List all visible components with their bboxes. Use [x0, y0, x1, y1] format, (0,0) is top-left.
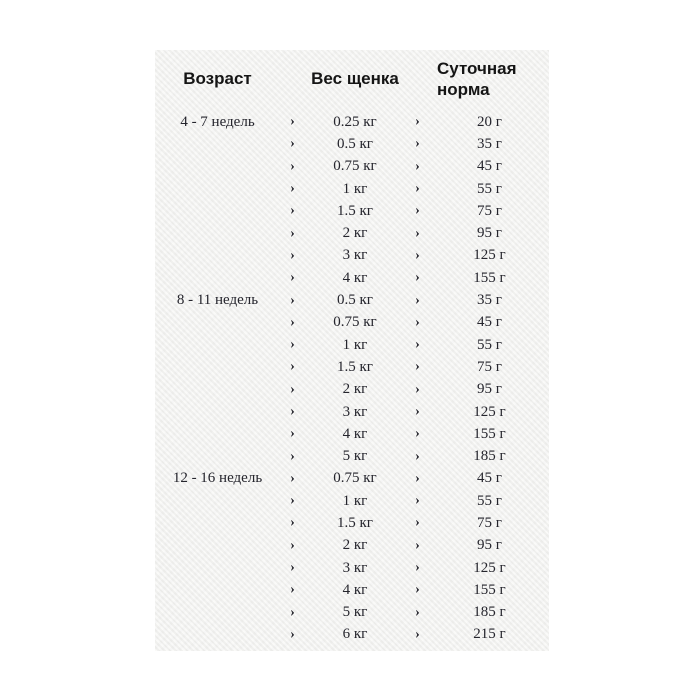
table-row [155, 356, 549, 378]
table-row [155, 490, 549, 512]
weight-cell: 4 кг [342, 581, 368, 598]
arrow-icon: › [290, 337, 295, 353]
arrow-icon: › [290, 582, 295, 598]
arrow-icon: › [415, 515, 420, 531]
norm-cell: 125 г [473, 403, 506, 420]
table-row [155, 312, 549, 334]
table-row [155, 334, 549, 356]
weight-cell: 1 кг [342, 180, 368, 197]
table-body [155, 111, 549, 646]
arrow-icon: › [290, 181, 295, 197]
arrow-icon: › [415, 337, 420, 353]
weight-cell: 0.25 кг [333, 113, 377, 130]
norm-cell: 125 г [473, 247, 506, 264]
weight-cell: 0.75 кг [333, 470, 377, 487]
norm-cell: 95 г [477, 225, 502, 242]
arrow-icon: › [290, 515, 295, 531]
arrow-icon: › [415, 582, 420, 598]
table-row [155, 133, 549, 155]
table-row [155, 579, 549, 601]
arrow-icon: › [290, 247, 295, 263]
norm-cell: 155 г [473, 269, 506, 286]
arrow-icon: › [415, 404, 420, 419]
table-row [155, 535, 549, 557]
arrow-icon: › [415, 203, 420, 219]
norm-cell: 55 г [477, 180, 502, 197]
norm-cell: 35 г [477, 135, 502, 152]
norm-cell: 215 г [473, 626, 506, 643]
arrow-icon: › [290, 359, 295, 375]
norm-cell: 185 г [473, 604, 506, 621]
arrow-icon: › [290, 270, 295, 286]
norm-cell: 125 г [473, 559, 506, 576]
arrow-icon: › [415, 158, 420, 174]
table-header [155, 50, 549, 111]
table-row [155, 624, 549, 646]
weight-cell: 1 кг [342, 492, 368, 509]
weight-cell: 5 кг [342, 448, 368, 465]
table-row [155, 557, 549, 579]
weight-cell: 4 кг [342, 425, 368, 442]
norm-cell: 55 г [477, 492, 502, 509]
arrow-icon: › [290, 448, 295, 464]
arrow-icon: › [415, 136, 420, 152]
norm-cell: 155 г [473, 581, 506, 598]
arrow-icon: › [290, 560, 295, 576]
table-row [155, 156, 549, 178]
arrow-icon: › [290, 604, 295, 620]
table-row [155, 468, 549, 490]
arrow-icon: › [415, 381, 420, 397]
weight-cell: 3 кг [342, 403, 368, 420]
norm-cell: 155 г [473, 425, 506, 442]
norm-cell: 20 г [477, 113, 502, 130]
table-row [155, 379, 549, 401]
arrow-icon: › [290, 404, 295, 419]
norm-cell: 75 г [477, 202, 502, 219]
weight-cell: 3 кг [342, 247, 368, 264]
age-cell: 4 - 7 недель [180, 113, 255, 130]
table-row [155, 200, 549, 222]
age-cell: 12 - 16 недель [172, 470, 263, 487]
arrow-icon: › [415, 270, 420, 286]
arrow-icon: › [415, 537, 420, 553]
weight-cell: 1.5 кг [337, 514, 373, 531]
arrow-icon: › [290, 537, 295, 553]
arrow-icon: › [415, 247, 420, 263]
weight-cell: 0.5 кг [337, 135, 373, 152]
header-daily-norm: Суточная норма [437, 59, 517, 99]
norm-cell: 45 г [477, 158, 502, 175]
arrow-icon: › [415, 114, 420, 130]
weight-cell: 5 кг [342, 604, 368, 621]
weight-cell: 2 кг [342, 225, 368, 242]
table-row [155, 445, 549, 467]
weight-cell: 3 кг [342, 559, 368, 576]
arrow-icon: › [290, 470, 295, 486]
arrow-icon: › [415, 448, 420, 464]
arrow-icon: › [415, 292, 420, 308]
arrow-icon: › [290, 225, 295, 241]
table-row [155, 267, 549, 289]
arrow-icon: › [415, 604, 420, 620]
age-cell: 8 - 11 недель [176, 292, 259, 309]
table-row [155, 245, 549, 267]
arrow-icon: › [415, 560, 420, 576]
weight-cell: 2 кг [342, 381, 368, 398]
arrow-icon: › [290, 314, 295, 330]
arrow-icon: › [415, 314, 420, 330]
arrow-icon: › [415, 493, 420, 509]
weight-cell: 1.5 кг [337, 202, 373, 219]
arrow-icon: › [415, 181, 420, 197]
table-row [155, 423, 549, 445]
header-age: Возраст [183, 69, 252, 88]
weight-cell: 1 кг [342, 336, 368, 353]
arrow-icon: › [290, 203, 295, 219]
arrow-icon: › [415, 626, 420, 642]
feeding-table-panel [155, 50, 549, 651]
norm-cell: 95 г [477, 537, 502, 554]
arrow-icon: › [290, 114, 295, 130]
norm-cell: 75 г [477, 514, 502, 531]
norm-cell: 45 г [477, 314, 502, 331]
table-row [155, 178, 549, 200]
arrow-icon: › [290, 381, 295, 397]
header-weight: Вес щенка [311, 69, 399, 88]
table-row [155, 512, 549, 534]
norm-cell: 95 г [477, 381, 502, 398]
norm-cell: 45 г [477, 470, 502, 487]
table-row [155, 401, 549, 423]
weight-cell: 0.75 кг [333, 314, 377, 331]
arrow-icon: › [290, 158, 295, 174]
weight-cell: 4 кг [342, 269, 368, 286]
norm-cell: 75 г [477, 358, 502, 375]
weight-cell: 1.5 кг [337, 358, 373, 375]
arrow-icon: › [415, 470, 420, 486]
arrow-icon: › [290, 493, 295, 509]
arrow-icon: › [415, 359, 420, 375]
arrow-icon: › [415, 225, 420, 241]
norm-cell: 185 г [473, 448, 506, 465]
weight-cell: 0.75 кг [333, 158, 377, 175]
weight-cell: 0.5 кг [337, 292, 373, 309]
table-row [155, 222, 549, 244]
arrow-icon: › [290, 136, 295, 152]
arrow-icon: › [290, 292, 295, 308]
weight-cell: 2 кг [342, 537, 368, 554]
arrow-icon: › [415, 426, 420, 442]
norm-cell: 55 г [477, 336, 502, 353]
arrow-icon: › [290, 626, 295, 642]
table-row [155, 602, 549, 624]
norm-cell: 35 г [477, 292, 502, 309]
table-row [155, 111, 549, 133]
weight-cell: 6 кг [342, 626, 368, 643]
arrow-icon: › [290, 426, 295, 442]
table-row [155, 289, 549, 311]
